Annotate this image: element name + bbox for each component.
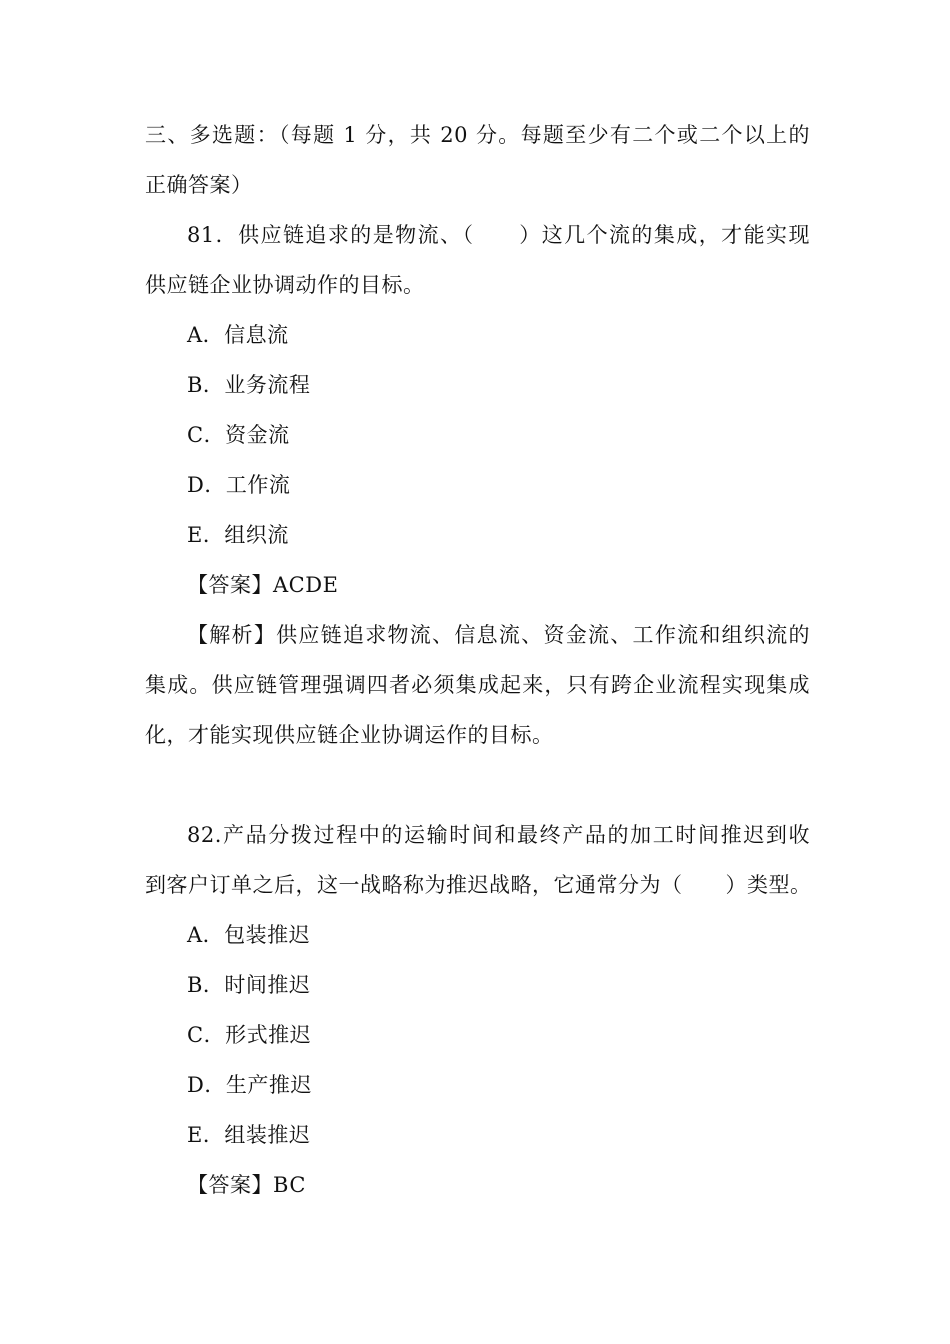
analysis-cont: 集成。供应链管理强调四者必须集成起来，只有跨企业流程实现集成 [145, 673, 810, 697]
option-e: E．组装推迟 [187, 1123, 311, 1147]
option-c: C．形式推迟 [187, 1023, 312, 1047]
option-a: A．包装推迟 [187, 923, 311, 947]
option-b: B．时间推迟 [187, 973, 311, 997]
question-81 [145, 210, 810, 760]
answer: 【答案】BC [187, 1173, 306, 1197]
option-c: C．资金流 [187, 423, 290, 447]
option-b: B．业务流程 [187, 373, 311, 397]
analysis: 【解析】供应链追求物流、信息流、资金流、工作流和组织流的 [187, 623, 810, 647]
section-title-cont: 正确答案） [145, 173, 253, 197]
answer: 【答案】ACDE [187, 573, 339, 597]
question-82 [145, 810, 810, 1210]
question-stem: 81．供应链追求的是物流、（ ）这几个流的集成，才能实现 [187, 223, 810, 247]
question-gap [145, 760, 810, 810]
section-title: 三、多选题：（每题 1 分，共 20 分。每题至少有二个或二个以上的 [145, 123, 810, 147]
option-e: E．组织流 [187, 523, 289, 547]
option-d: D．生产推迟 [187, 1073, 312, 1097]
analysis-cont: 化，才能实现供应链企业协调运作的目标。 [145, 723, 554, 747]
option-d: D．工作流 [187, 473, 291, 497]
option-a: A．信息流 [187, 323, 289, 347]
question-stem: 82.产品分拨过程中的运输时间和最终产品的加工时间推迟到收 [187, 823, 810, 847]
document-page [145, 110, 810, 1210]
question-stem-cont: 供应链企业协调动作的目标。 [145, 273, 425, 297]
question-stem-cont: 到客户订单之后，这一战略称为推迟战略，它通常分为（ ）类型。 [145, 873, 812, 897]
